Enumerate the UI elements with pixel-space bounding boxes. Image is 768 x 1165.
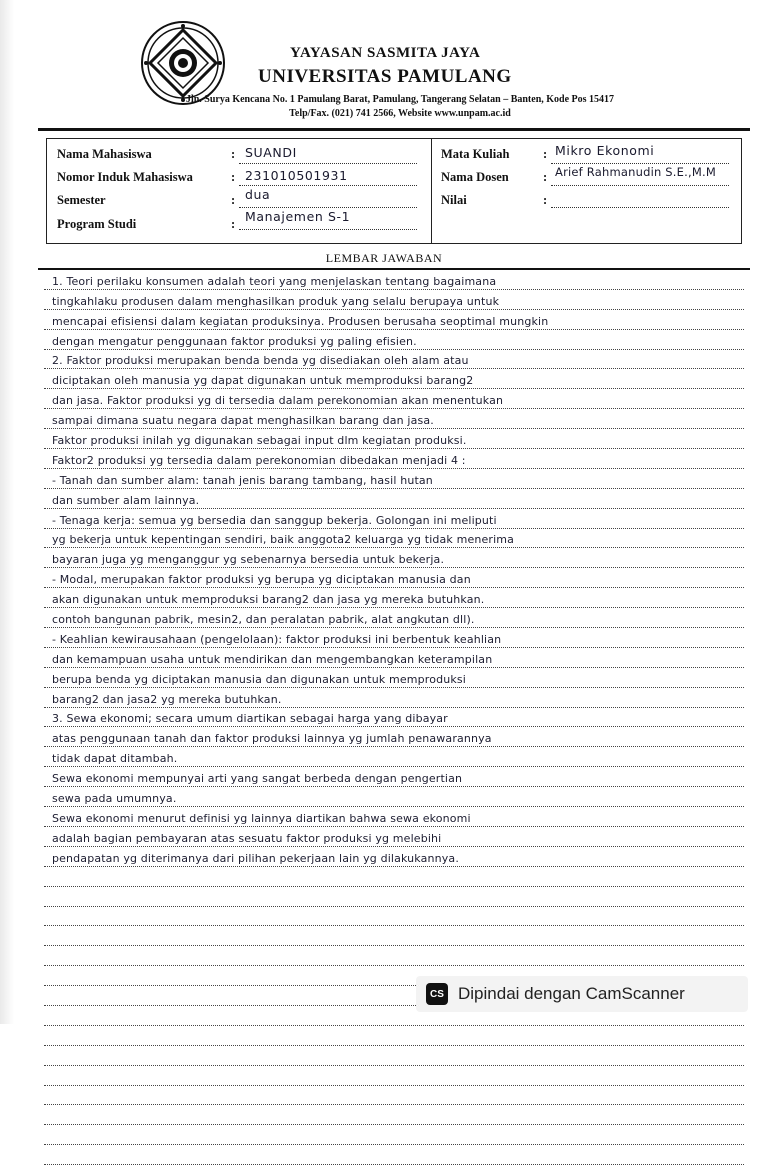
answer-line (44, 310, 744, 330)
answer-text: bayaran juga yg menganggur yg sebenarnya bersedia untuk bekerja. (52, 553, 445, 567)
answer-text: dengan mengatur penggunaan faktor produksi yg paling efisien. (52, 334, 417, 348)
answer-text: akan digunakan untuk memproduksi barang2 dan jasa yg mereka butuhkan. (52, 593, 485, 607)
prodi-value: Manajemen S-1 (245, 209, 351, 224)
foundation-name: YAYASAN SASMITA JAYA (290, 45, 481, 61)
answer-line (44, 1026, 744, 1046)
answer-line (44, 747, 744, 767)
answer-text: diciptakan oleh manusia yg dapat digunakan untuk memproduksi barang2 (52, 374, 474, 388)
answer-line (44, 827, 744, 847)
answer-line (44, 1066, 744, 1086)
nim-value: 231010501931 (245, 168, 348, 183)
answer-line (44, 330, 744, 350)
answer-line (44, 847, 744, 867)
university-name: UNIVERSITAS PAMULANG (258, 66, 512, 87)
answer-text: sampai dimana suatu negara dapat menghasilkan barang dan jasa. (52, 414, 434, 428)
camscanner-text: Dipindai dengan CamScanner (458, 984, 685, 1003)
matkul-label: Mata Kuliah (441, 147, 510, 161)
answer-line (44, 887, 744, 907)
matkul-dotted-line (551, 163, 729, 164)
address-line-1: Jln. Surya Kencana No. 1 Pamulang Barat, Pamulang, Tangerang Selatan – Banten, Kode Pos 15417 (185, 94, 615, 105)
dosen-value: Arief Rahmanudin S.E.,M.M (555, 165, 716, 179)
answer-text: - Tenaga kerja: semua yg bersedia dan sanggup bekerja. Golongan ini meliputi (52, 513, 497, 527)
answer-text: tingkahlaku produsen dalam menghasilkan produk yang selalu berupaya untuk (52, 294, 500, 308)
answer-text: 2. Faktor produksi merupakan benda benda yg disediakan oleh alam atau (52, 354, 469, 368)
answer-text: Sewa ekonomi menurut definisi yg lainnya diartikan bahwa sewa ekonomi (52, 811, 471, 825)
answer-text: - Modal, merupakan faktor produksi yg berupa yg diciptakan manusia dan (52, 573, 471, 587)
answer-line (44, 708, 744, 728)
info-box-divider (431, 139, 432, 243)
answer-text: - Tanah dan sumber alam: tanah jenis barang tambang, hasil hutan (52, 473, 433, 487)
dosen-colon: : (543, 170, 548, 184)
answer-line (44, 469, 744, 489)
nama-value: SUANDI (245, 145, 297, 160)
matkul-colon: : (543, 147, 548, 161)
nilai-colon: : (543, 193, 548, 207)
student-info-box (46, 138, 742, 244)
semester-value: dua (245, 187, 271, 202)
answer-line (44, 449, 744, 469)
sheet-title: LEMBAR JAWABAN (325, 251, 443, 265)
answer-text: berupa benda yg diciptakan manusia dan digunakan untuk memproduksi (52, 672, 466, 686)
dosen-label: Nama Dosen (441, 170, 509, 184)
answer-text: - Keahlian kewirausahaan (pengelolaan): faktor produksi ini berbentuk keahlian (52, 632, 502, 646)
answer-text: yg bekerja untuk kepentingan sendiri, baik anggota2 keluarga yg tidak menerima (52, 533, 515, 547)
address-line-2: Telp/Fax. (021) 741 2566, Website www.unpam.ac.id (289, 108, 511, 119)
answer-line (44, 429, 744, 449)
answer-text: Faktor2 produksi yg tersedia dalam perekonomian dibedakan menjadi 4 : (52, 453, 466, 467)
answer-lines (44, 270, 744, 1165)
answer-line (44, 350, 744, 370)
prodi-dotted-line (239, 229, 417, 230)
answer-line (44, 588, 744, 608)
answer-line (44, 509, 744, 529)
answer-line (44, 568, 744, 588)
answer-line (44, 369, 744, 389)
prodi-colon: : (231, 217, 236, 231)
answer-line (44, 926, 744, 946)
answer-line (44, 548, 744, 568)
semester-dotted-line (239, 207, 417, 208)
answer-text: mencapai efisiensi dalam kegiatan produksinya. Produsen berusaha seoptimal mungkin (52, 314, 549, 328)
answer-line (44, 389, 744, 409)
answer-text: 1. Teori perilaku konsumen adalah teori yang menjelaskan tentang bagaimana (52, 274, 497, 288)
answer-text: pendapatan yg diterimanya dari pilihan pekerjaan lain yg dilakukannya. (52, 851, 459, 865)
answer-line (44, 807, 744, 827)
semester-label: Semester (57, 193, 106, 207)
answer-line (44, 867, 744, 887)
answer-text: Sewa ekonomi mempunyai arti yang sangat berbeda dengan pengertian (52, 772, 463, 786)
answer-line (44, 529, 744, 549)
answer-text: Faktor produksi inilah yg digunakan sebagai input dlm kegiatan produksi. (52, 434, 467, 448)
answer-line (44, 1125, 744, 1145)
nilai-dotted-line (551, 207, 729, 208)
answer-line (44, 648, 744, 668)
semester-colon: : (231, 193, 236, 207)
answer-line (44, 489, 744, 509)
answer-text: contoh bangunan pabrik, mesin2, dan peralatan pabrik, alat angkutan dll). (52, 613, 475, 627)
answer-line (44, 668, 744, 688)
answer-line (44, 1046, 744, 1066)
answer-text: dan kemampuan usaha untuk mendirikan dan mengembangkan keterampilan (52, 652, 493, 666)
nama-label: Nama Mahasiswa (57, 147, 152, 161)
answer-line (44, 688, 744, 708)
answer-line (44, 787, 744, 807)
answer-text: adalah bagian pembayaran atas sesuatu faktor produksi yg melebihi (52, 831, 442, 845)
answer-text: tidak dapat ditambah. (52, 752, 178, 766)
answer-line (44, 608, 744, 628)
answer-line (44, 1145, 744, 1165)
address-block (120, 93, 680, 121)
nim-dotted-line (239, 185, 417, 186)
nilai-label: Nilai (441, 193, 467, 207)
answer-line (44, 290, 744, 310)
camscanner-icon: CS (426, 983, 448, 1005)
nama-dotted-line (239, 163, 417, 164)
camscanner-watermark (416, 976, 748, 1012)
nama-colon: : (231, 147, 236, 161)
dosen-dotted-line (551, 185, 729, 186)
answer-line (44, 1086, 744, 1106)
page-edge-shadow (0, 0, 14, 1024)
answer-line (44, 946, 744, 966)
answer-line (44, 907, 744, 927)
answer-line (44, 409, 744, 429)
answer-line (44, 270, 744, 290)
answer-text: sewa pada umumnya. (52, 792, 177, 806)
answer-line (44, 628, 744, 648)
answer-text: 3. Sewa ekonomi; secara umum diartikan sebagai harga yang dibayar (52, 712, 448, 726)
header-divider (38, 128, 750, 131)
answer-line (44, 767, 744, 787)
prodi-label: Program Studi (57, 217, 137, 231)
answer-text: atas penggunaan tanah dan faktor produksi lainnya yg jumlah penawarannya (52, 732, 492, 746)
answer-line (44, 1105, 744, 1125)
answer-text: barang2 dan jasa2 yg mereka butuhkan. (52, 692, 282, 706)
nim-label: Nomor Induk Mahasiswa (57, 170, 193, 184)
answer-text: dan sumber alam lainnya. (52, 493, 200, 507)
answer-line (44, 727, 744, 747)
matkul-value: Mikro Ekonomi (555, 143, 655, 158)
answer-text: dan jasa. Faktor produksi yg di tersedia dalam perekonomian akan menentukan (52, 394, 504, 408)
nim-colon: : (231, 170, 236, 184)
